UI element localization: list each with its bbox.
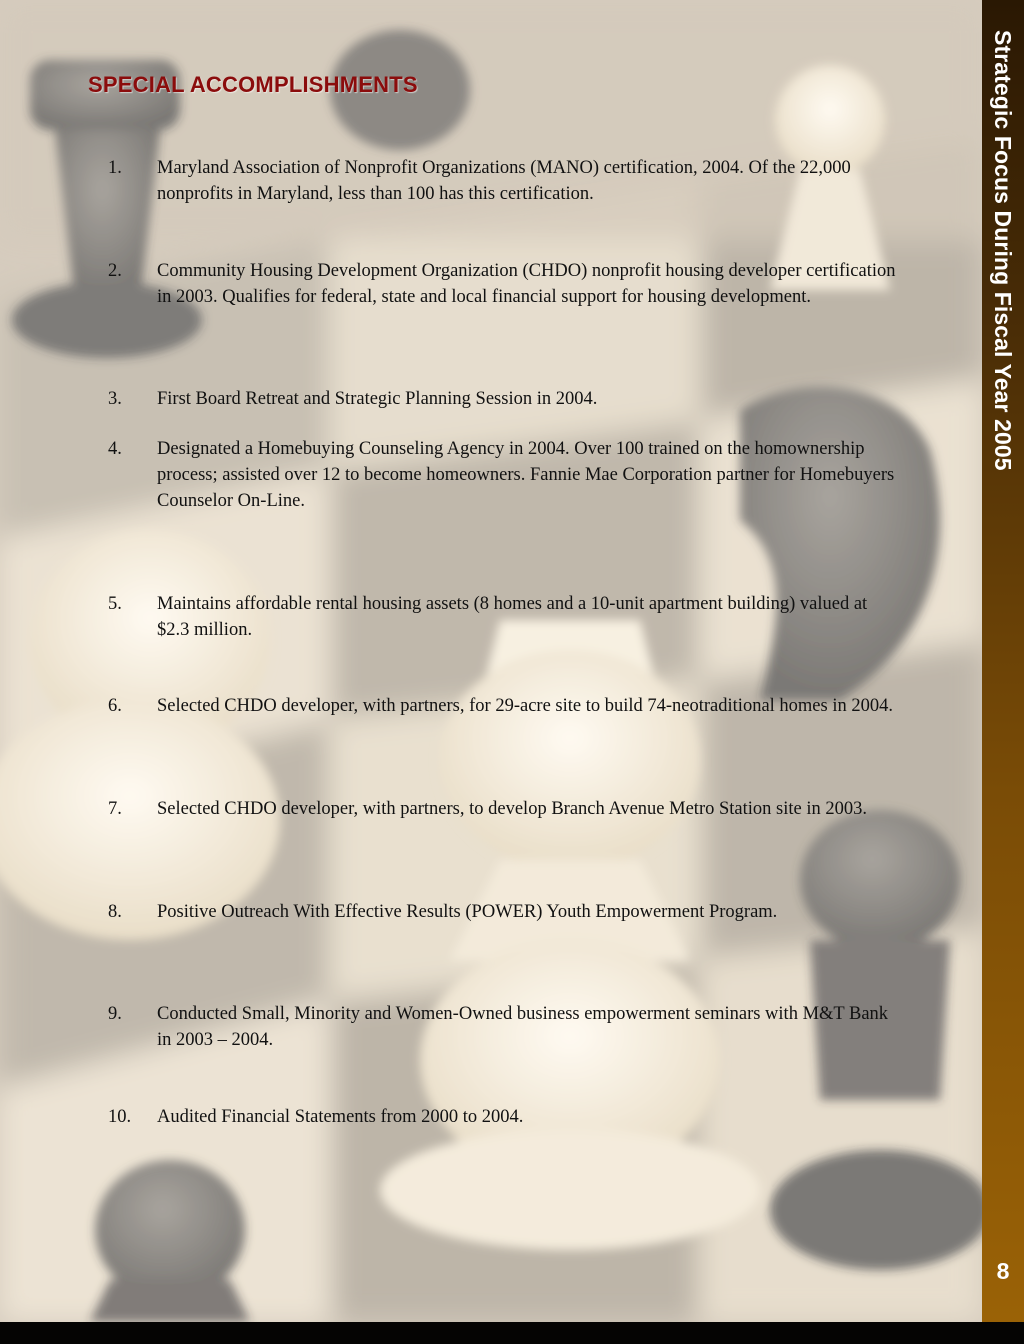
sidebar-title: Strategic Focus During Fiscal Year 2005	[990, 30, 1016, 471]
item-text: Selected CHDO developer, with partners, for 29-acre site to build 74-neotraditional homes in 2004.	[157, 696, 893, 716]
item-number: 1.	[108, 158, 122, 178]
item-text: First Board Retreat and Strategic Planning Session in 2004.	[157, 389, 598, 409]
list-item	[108, 1001, 898, 1053]
item-text: Designated a Homebuying Counseling Agency in 2004. Over 100 trained on the homownership process; assisted over 12 to become homeowners. Fannie Mae Corporation partner for Homebuyers Counselor On-Line.	[157, 439, 895, 511]
item-number: 3.	[108, 389, 122, 409]
item-text: Audited Financial Statements from 2000 to 2004.	[157, 1107, 524, 1127]
item-text: Selected CHDO developer, with partners, to develop Branch Avenue Metro Station site in 2003.	[157, 799, 867, 819]
item-number: 6.	[108, 696, 122, 716]
list-item	[108, 386, 898, 412]
item-number: 9.	[108, 1004, 122, 1024]
item-text: Conducted Small, Minority and Women-Owned business empowerment seminars with M&T Bank in 2003 – 2004.	[157, 1004, 889, 1050]
item-number: 2.	[108, 261, 122, 281]
list-item	[108, 155, 898, 207]
list-item	[108, 258, 898, 310]
item-number: 10.	[108, 1107, 132, 1127]
item-text: Positive Outreach With Effective Results (POWER) Youth Empowerment Program.	[157, 902, 778, 922]
item-number: 8.	[108, 902, 122, 922]
item-text: Maintains affordable rental housing assets (8 homes and a 10-unit apartment building) valued at $2.3 million.	[157, 594, 868, 640]
page-title: SPECIAL ACCOMPLISHMENTS	[88, 72, 418, 97]
item-number: 5.	[108, 594, 122, 614]
list-item	[108, 591, 898, 643]
list-item	[108, 1104, 898, 1130]
list-item	[108, 796, 898, 822]
list-item	[108, 436, 898, 514]
bottom-bar	[0, 1322, 1024, 1344]
item-number: 4.	[108, 439, 122, 459]
page-number: 8	[996, 1258, 1010, 1284]
item-text: Maryland Association of Nonprofit Organizations (MANO) certification, 2004. Of the 22,000 nonprofits in Maryland, less than 100 has this certification.	[157, 158, 851, 204]
item-number: 7.	[108, 799, 122, 819]
list-item	[108, 693, 898, 719]
list-item	[108, 899, 898, 925]
item-text: Community Housing Development Organization (CHDO) nonprofit housing developer certification in 2003. Qualifies for federal, state and local financial support for housing development.	[157, 261, 896, 307]
